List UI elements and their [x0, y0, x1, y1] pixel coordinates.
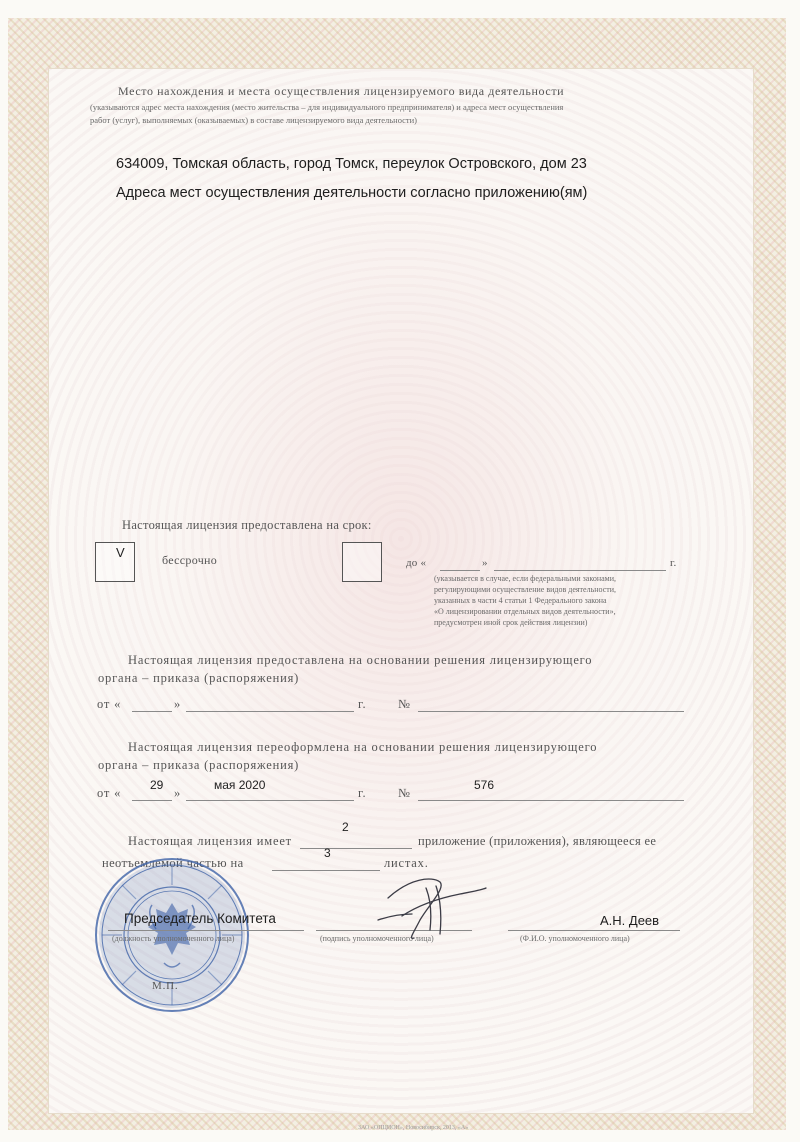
reissued-month-year: мая 2020: [214, 778, 266, 792]
stamp-placeholder: М.П.: [152, 980, 179, 992]
until-date-checkbox[interactable]: [342, 542, 382, 582]
granted-number-sign: №: [398, 697, 411, 711]
position-line: [108, 930, 304, 931]
term-note-1: (указывается в случае, если федеральными законами,: [434, 574, 617, 583]
reissued-month-field: [186, 800, 354, 801]
caption-position: (должность уполномоченного лица): [112, 934, 235, 943]
appendix-line2-end: листах.: [384, 856, 429, 870]
appendix-line1-end: приложение (приложения), являющееся ее: [418, 834, 657, 848]
reissued-year-suffix: г.: [358, 786, 367, 800]
until-day-field: [440, 570, 480, 571]
granted-year-suffix: г.: [358, 697, 367, 711]
caption-signature: (подпись уполномоченного лица): [320, 934, 434, 943]
section-title: Место нахождения и места осуществления лицензируемого вида деятельности: [118, 84, 565, 98]
granted-line1: Настоящая лицензия предоставлена на основании решения лицензирующего: [128, 653, 593, 667]
reissued-number-sign: №: [398, 786, 411, 800]
activity-addresses-line: Адреса мест осуществления деятельности согласно приложению(ям): [116, 185, 588, 201]
reissued-line1: Настоящая лицензия переоформлена на основании решения лицензирующего: [128, 740, 598, 754]
until-quote: »: [482, 557, 488, 569]
address-line: 634009, Томская область, город Томск, переулок Островского, дом 23: [116, 156, 587, 172]
section-hint-line2: работ (услуг), выполняемых (оказываемых) в составе лицензируемого вида деятельности): [90, 115, 418, 125]
term-note-2: регулирующими осуществление видов деятельности,: [434, 585, 617, 594]
handwritten-signature: [370, 868, 490, 948]
reissued-line2: органа – приказа (распоряжения): [98, 758, 300, 772]
reissued-number: 576: [474, 778, 495, 792]
caption-name: (Ф.И.О. уполномоченного лица): [520, 934, 630, 943]
reissued-quote: »: [174, 786, 182, 800]
sheets-count: 3: [324, 846, 331, 860]
appendix-line2-start: неотъемлемой частью на: [102, 856, 244, 870]
term-note-5: предусмотрен иной срок действия лицензии): [434, 618, 588, 627]
granted-line2: органа – приказа (распоряжения): [98, 671, 300, 685]
signer-name: А.Н. Деев: [600, 913, 660, 928]
reissued-number-field: [418, 800, 684, 801]
appendix-count: 2: [342, 820, 349, 834]
section-hint-line1: (указываются адрес места нахождения (место жительства – для индивидуального предпринимателя) и адреса мест осуществления: [90, 102, 564, 112]
unlimited-checkbox[interactable]: [95, 542, 135, 582]
term-note-4: «О лицензировании отдельных видов деятельности»,: [434, 607, 616, 616]
reissued-day: 29: [150, 778, 164, 792]
term-note-3: указанных в части 4 статьи 1 Федерального закона: [434, 596, 607, 605]
granted-from: от «: [97, 697, 122, 711]
reissued-from: от «: [97, 786, 122, 800]
term-label: Настоящая лицензия предоставлена на срок:: [122, 518, 372, 532]
granted-month-field: [186, 711, 354, 712]
until-year-suffix: г.: [670, 557, 677, 569]
granted-quote: »: [174, 697, 182, 711]
checkbox-mark: V: [116, 545, 125, 560]
until-prefix: до «: [406, 557, 427, 569]
reissued-day-field: [132, 800, 172, 801]
printer-imprint: ЗАО «ОПЦИОН», Новосибирск, 2013, «А»: [358, 1125, 469, 1131]
granted-number-field: [418, 711, 684, 712]
name-line: [508, 930, 680, 931]
appendix-line1-start: Настоящая лицензия имеет: [128, 834, 292, 848]
sheets-count-field: [272, 870, 380, 871]
until-month-field: [494, 570, 666, 571]
granted-day-field: [132, 711, 172, 712]
appendix-count-field: [300, 848, 412, 849]
unlimited-label: бессрочно: [162, 553, 218, 567]
signer-position: Председатель Комитета: [124, 911, 276, 926]
